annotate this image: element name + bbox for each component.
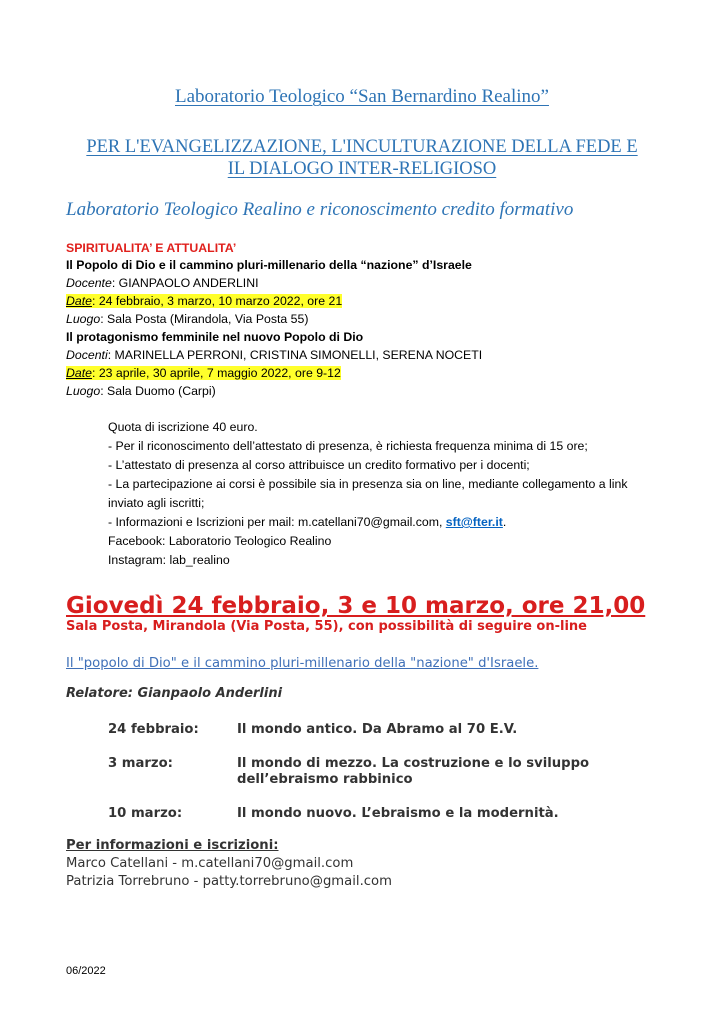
date-value: : 23 aprile, 30 aprile, 7 maggio 2022, ore 9-12 bbox=[91, 366, 341, 380]
info-instagram: Instagram: lab_realino bbox=[108, 553, 230, 567]
info-line-1: - Per il riconoscimento dell’attestato di presenza, è richiesta frequenza minima di 15 ore; bbox=[108, 439, 588, 453]
subtitle-line-2: IL DIALOGO INTER-RELIGIOSO bbox=[227, 159, 497, 179]
luogo-label: Luogo bbox=[66, 384, 101, 398]
course1-date bbox=[66, 294, 342, 308]
schedule-date: 10 marzo: bbox=[108, 806, 183, 821]
luogo-label: Luogo bbox=[66, 312, 101, 326]
schedule-text: Il mondo antico. Da Abramo al 70 E.V. bbox=[237, 722, 518, 737]
docenti-value: : MARINELLA PERRONI, CRISTINA SIMONELLI, SERENA NOCETI bbox=[107, 348, 483, 362]
contact-item: Patrizia Torrebruno - patty.torrebruno@gmail.com bbox=[66, 874, 392, 889]
luogo-value: : Sala Posta (Mirandola, Via Posta 55) bbox=[100, 312, 309, 326]
schedule-date: 24 febbraio: bbox=[108, 722, 199, 737]
docente-label: Docente bbox=[66, 276, 112, 290]
document-title: Laboratorio Teologico “San Bernardino Realino” bbox=[175, 86, 549, 107]
credit-heading: Laboratorio Teologico Realino e riconoscimento credito formativo bbox=[66, 199, 574, 220]
course1-title: Il Popolo di Dio e il cammino pluri-millenario della “nazione” d’Israele bbox=[66, 258, 472, 272]
info-period: . bbox=[502, 515, 507, 529]
info-block bbox=[108, 418, 648, 570]
date-label: Date bbox=[66, 366, 92, 380]
event-title-link[interactable]: Il "popolo di Dio" e il cammino pluri-millenario della "nazione" d'Israele. bbox=[66, 656, 539, 671]
docenti-label: Docenti bbox=[66, 348, 108, 362]
footer-date: 06/2022 bbox=[66, 965, 106, 977]
docente-value: : GIANPAOLO ANDERLINI bbox=[111, 276, 259, 290]
info-line-3: - La partecipazione ai corsi è possibile sia in presenza sia on line, mediante collegamento a link inviato agli iscritti; bbox=[108, 477, 628, 510]
info-facebook: Facebook: Laboratorio Teologico Realino bbox=[108, 534, 332, 548]
course2-luogo bbox=[66, 384, 216, 398]
course2-date bbox=[66, 366, 341, 380]
schedule-text: Il mondo di mezzo. La costruzione e lo sviluppo dell’ebraismo rabbinico bbox=[237, 756, 590, 787]
sft-email-link[interactable]: sft@fter.it bbox=[445, 515, 503, 529]
date-value: : 24 febbraio, 3 marzo, 10 marzo 2022, ore 21 bbox=[91, 294, 343, 308]
contact-item: Marco Catellani - m.catellani70@gmail.com bbox=[66, 856, 354, 871]
section-heading: SPIRITUALITA’ E ATTUALITA’ bbox=[66, 241, 237, 255]
event-headline: Giovedì 24 febbraio, 3 e 10 marzo, ore 21,00 bbox=[66, 593, 646, 619]
event-speaker: Relatore: Gianpaolo Anderlini bbox=[66, 686, 283, 701]
contacts-heading: Per informazioni e iscrizioni: bbox=[66, 838, 279, 853]
luogo-value: : Sala Duomo (Carpi) bbox=[100, 384, 216, 398]
course2-title: Il protagonismo femminile nel nuovo Popolo di Dio bbox=[66, 330, 364, 344]
info-line-2: - L’attestato di presenza al corso attribuisce un credito formativo per i docenti; bbox=[108, 458, 530, 472]
document-subtitle bbox=[0, 136, 724, 180]
event-location: Sala Posta, Mirandola (Via Posta, 55), con possibilità di seguire on-line bbox=[66, 619, 587, 634]
subtitle-line-1: PER L'EVANGELIZZAZIONE, L'INCULTURAZIONE DELLA FEDE E bbox=[86, 137, 638, 157]
info-mail-text: - Informazioni e Iscrizioni per mail: m.catellani70@gmail.com, bbox=[108, 515, 446, 529]
schedule-date: 3 marzo: bbox=[108, 756, 173, 771]
schedule-text: Il mondo nuovo. L’ebraismo e la modernità. bbox=[237, 806, 559, 821]
info-line-4 bbox=[108, 513, 648, 532]
course1-luogo bbox=[66, 312, 308, 326]
date-label: Date bbox=[66, 294, 92, 308]
course1-docente bbox=[66, 276, 259, 290]
course2-docenti bbox=[66, 348, 482, 362]
info-quota: Quota di iscrizione 40 euro. bbox=[108, 420, 258, 434]
